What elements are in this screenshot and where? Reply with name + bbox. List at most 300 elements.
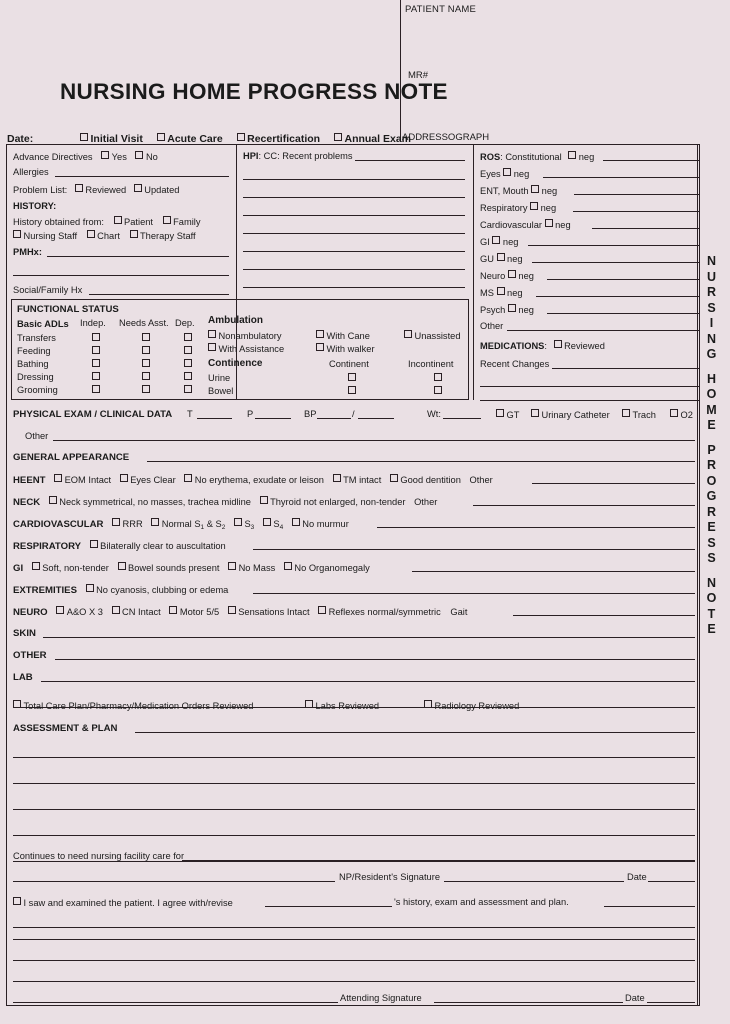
checkbox-icon[interactable] [404,330,412,338]
social-family-hx-input-line[interactable] [89,294,229,295]
hpi-input-line-7[interactable] [243,287,465,288]
checkbox-icon[interactable] [434,386,442,394]
assessment-line-3[interactable] [13,809,695,810]
problem-list-reviewed[interactable] [75,185,126,195]
checkbox-icon[interactable] [13,700,21,708]
ros-label: Eyes [480,169,501,179]
adl-checkbox-dressing-dep[interactable] [184,372,195,384]
heent-no-erythema[interactable] [184,475,324,485]
heent-eom-intact[interactable] [54,475,111,485]
ambulation-heading: Ambulation [208,315,263,326]
cardiovascular-s3[interactable]: $S_3$ [234,519,254,529]
checkbox-icon[interactable] [92,372,100,380]
neck-symmetrical[interactable] [49,497,251,507]
checkbox-icon[interactable] [263,518,271,526]
assessment-line-4[interactable] [13,835,695,836]
adl-checkbox-transfers-dep[interactable] [184,333,195,345]
neuro-cn-intact[interactable] [112,607,161,617]
ros-row-gi[interactable] [480,236,518,248]
letter: O [706,473,717,488]
ros-row-cardiovascular[interactable] [480,219,571,231]
ros-constitutional-line[interactable] [603,160,699,161]
neuro-ao-x3[interactable] [56,607,103,617]
checkbox-icon[interactable] [348,386,356,394]
other-exam-line[interactable] [55,659,695,660]
letter: M [706,402,717,417]
ros-row-other: Other [480,321,504,331]
device-trach[interactable] [622,409,656,421]
checkbox-icon[interactable] [503,168,511,176]
letter: R [706,285,717,299]
checkbox-icon[interactable] [184,359,192,367]
checkbox-icon[interactable] [75,184,83,192]
neg-label: neg [507,254,523,264]
adl-checkbox-dressing-needs-asst[interactable] [142,372,153,384]
history-source-chart[interactable] [87,231,120,241]
checkbox-icon[interactable] [316,330,324,338]
extremities-line[interactable] [253,593,695,594]
neck-row[interactable] [13,496,437,508]
checkbox-icon[interactable] [305,700,313,708]
np-date-line[interactable] [648,881,695,882]
checkbox-icon[interactable] [568,151,576,159]
heent-good-dentition[interactable] [390,475,461,485]
neck-thyroid[interactable] [260,497,406,507]
cardiovascular-s4[interactable]: $S_4$ [263,519,283,529]
checkbox-icon[interactable] [142,385,150,393]
footer-blank-line-3[interactable] [13,960,695,961]
checkbox-icon[interactable] [54,474,62,482]
recent-changes-line-2[interactable] [480,386,699,387]
adl-checkbox-feeding-needs-asst[interactable] [142,346,153,358]
checkbox-icon[interactable] [151,518,159,526]
checkbox-icon[interactable] [184,372,192,380]
hpi-prompt: : CC: Recent problems [258,151,353,161]
ambulation-unassisted[interactable] [404,330,461,342]
checkbox-icon[interactable] [142,372,150,380]
advance-directives-yes[interactable] [101,152,127,162]
adl-checkbox-grooming-indep[interactable] [92,385,103,397]
continence-row-bowel: Bowel [208,386,234,396]
gi-no-mass[interactable] [228,563,275,573]
attending-signature-line-right[interactable] [434,1002,623,1003]
neuro-sensations-intact[interactable] [228,607,310,617]
pmhx-input-line-2[interactable] [13,275,229,276]
neg-label: neg [541,186,558,196]
checkbox-icon[interactable] [348,373,356,381]
checkbox-icon[interactable] [334,133,342,141]
attestation-row[interactable] [13,897,233,909]
checkbox-icon[interactable] [92,333,100,341]
neuro-reflexes[interactable] [318,607,441,617]
adl-checkbox-bathing-needs-asst[interactable] [142,359,153,371]
option-label: Patient [124,217,153,227]
ros-line-ent-mouth[interactable] [574,194,699,195]
footer-blank-line-4[interactable] [13,981,695,982]
neg-label: neg [578,152,595,162]
checkbox-icon[interactable] [554,340,562,348]
checkbox-icon[interactable] [120,474,128,482]
checkbox-icon[interactable] [163,216,171,224]
hpi-input-line-3[interactable] [243,215,465,216]
adl-checkbox-feeding-indep[interactable] [92,346,103,358]
checkbox-icon[interactable] [118,562,126,570]
adl-checkbox-feeding-dep[interactable] [184,346,195,358]
neuro-gait-line[interactable] [513,615,695,616]
visit-type-label: Annual Exam [344,133,412,145]
heent-eyes-clear[interactable] [120,475,176,485]
continues-care-line[interactable] [182,860,695,861]
skin-label: SKIN [13,628,36,639]
ros-row-respiratory[interactable] [480,202,556,214]
checkbox-icon[interactable] [112,606,120,614]
ros-constitutional-neg[interactable] [568,152,594,162]
allergies-input-line[interactable] [55,176,229,177]
checkbox-icon[interactable] [284,562,292,570]
vital-wt-label: Wt: [427,409,441,419]
continence-column-incontinent: Incontinent [408,359,454,369]
device-o2[interactable] [670,409,693,421]
assessment-line-2[interactable] [13,783,695,784]
checkbox-icon[interactable] [496,409,504,417]
recent-changes-line-1[interactable] [552,368,699,369]
ros-row-psych[interactable] [480,304,534,316]
checkbox-icon[interactable] [184,333,192,341]
ros-line-eyes[interactable] [543,177,699,178]
attestation-name-line[interactable] [265,906,392,907]
ros-row-ms[interactable] [480,287,523,299]
neuro-row[interactable] [13,606,467,618]
checkbox-icon[interactable] [142,346,150,354]
physical-exam-other-line[interactable] [53,440,695,441]
pmhx-input-line-1[interactable] [47,256,229,257]
history-sources-row-2[interactable] [13,230,196,242]
checkbox-icon[interactable] [333,474,341,482]
ros-line-gu[interactable] [532,262,699,263]
letter: R [706,458,717,472]
ambulation-with-cane[interactable] [316,330,370,342]
general-appearance-label: GENERAL APPEARANCE [13,452,130,463]
history-source-patient[interactable] [114,217,153,227]
respiratory-bilaterally-clear[interactable] [90,541,226,551]
hpi-input-line-5[interactable] [243,251,465,252]
option-label: Urinary Catheter [541,410,610,420]
ros-row-eyes[interactable] [480,168,529,180]
hpi-label: HPI [243,151,259,161]
vital-p-label: P [247,409,254,419]
extremities-row[interactable] [13,584,228,596]
checkbox-icon[interactable] [492,236,500,244]
recent-changes-line-3[interactable] [480,400,699,401]
ros-constitutional-row[interactable] [480,151,594,163]
checkbox-icon[interactable] [531,185,539,193]
assessment-line-1[interactable] [13,757,695,758]
adl-row-label-dressing: Dressing [17,372,54,382]
vital-wt-line[interactable] [443,418,481,419]
ros-line-respiratory[interactable] [573,211,699,212]
checkbox-icon[interactable] [497,287,505,295]
checkbox-icon[interactable] [622,409,630,417]
physical-exam-other-label: Other [25,431,49,441]
vital-t-label: T [187,409,193,419]
review-radiology-reviewed[interactable] [424,700,519,712]
general-appearance-line[interactable] [147,461,695,462]
vital-bp-separator: / [352,409,355,419]
checkbox-icon[interactable] [434,373,442,381]
history-source-family[interactable] [163,217,201,227]
checkbox-icon[interactable] [260,496,268,504]
medications-row[interactable]: MEDICATIONS: Reviewed [480,341,605,351]
heent-row[interactable] [13,474,493,486]
review-labs-reviewed[interactable] [305,700,379,712]
neuro-label: NEURO [13,607,48,618]
checkbox-icon[interactable] [169,606,177,614]
checkbox-icon[interactable] [92,346,100,354]
review-total-care-plan[interactable] [13,700,253,712]
checkbox-icon[interactable] [130,230,138,238]
patient-name-label: PATIENT NAME [405,4,477,15]
advance-directives-row[interactable] [13,151,158,163]
hpi-input-line-2[interactable] [243,197,465,198]
hpi-input-line-4[interactable] [243,233,465,234]
ambulation-with-assistance[interactable] [208,343,284,355]
date-label: Date: [7,133,34,145]
checkbox-icon[interactable] [424,700,432,708]
advance-directives-no[interactable] [135,152,157,162]
letter: S [707,551,716,565]
checkbox-icon[interactable] [292,518,300,526]
np-signature-line-right[interactable] [444,881,624,882]
skin-line[interactable] [43,637,695,638]
checkbox-icon[interactable] [135,151,143,159]
ros-label: Cardiovascular [480,220,543,230]
assessment-line-0[interactable] [135,732,695,733]
letter: S [707,300,716,315]
option-label: Yes [111,152,127,162]
continence-checkbox-urine-incontinent[interactable] [434,373,445,385]
ros-line-cardiovascular[interactable] [592,228,699,229]
advance-directives-label: Advance Directives [13,152,93,162]
attestation-trailing-line[interactable] [604,906,695,907]
ros-label: ENT, Mouth [480,186,529,196]
attending-date-line[interactable] [647,1002,695,1003]
adl-checkbox-dressing-indep[interactable] [92,372,103,384]
letter: N [706,575,717,590]
history-source-therapy-staff[interactable] [130,231,196,241]
device-gt[interactable] [496,409,519,421]
ros-line-neuro[interactable] [547,279,699,280]
letter: N [706,254,717,268]
attestation-prefix: I saw and examined the patient. I agree with/revise [23,898,233,908]
form-body [6,144,700,1006]
checkbox-icon[interactable] [86,584,94,592]
continence-heading: Continence [208,358,263,369]
checkbox-icon[interactable] [32,562,40,570]
checkbox-icon[interactable] [670,409,678,417]
option-label: Family [173,217,201,227]
gi-soft-non-tender[interactable] [32,563,109,573]
checkbox-icon[interactable] [530,202,538,210]
checkbox-icon[interactable] [318,606,326,614]
ros-heading: ROS [480,152,501,162]
checkbox-icon[interactable] [13,230,21,238]
ros-label: Neuro [480,271,506,281]
ros-line-other[interactable] [507,330,699,331]
assessment-plan-heading: ASSESSMENT & PLAN [13,723,118,734]
gi-row[interactable] [13,562,370,574]
checkbox-icon[interactable] [92,359,100,367]
checkbox-icon[interactable] [208,343,216,351]
checkbox-icon[interactable] [228,606,236,614]
checkbox-icon[interactable] [508,304,516,312]
history-heading: HISTORY: [13,201,57,211]
hpi-input-line-1[interactable] [243,179,465,180]
ros-line-psych[interactable] [547,313,699,314]
ambulation-nonambulatory[interactable] [208,330,282,342]
ros-row-ent-mouth[interactable] [480,185,557,197]
footer-blank-line-2[interactable] [13,939,695,940]
checkbox-icon[interactable] [228,562,236,570]
pmhx-label: PMHx: [13,247,42,257]
history-source-nursing-staff[interactable] [13,231,77,241]
adl-checkbox-grooming-needs-asst[interactable] [142,385,153,397]
vital-bp-systolic-line[interactable] [317,418,351,419]
gi-bowel-sounds[interactable] [118,563,220,573]
letter: S [707,535,716,550]
checkbox-icon[interactable] [497,253,505,261]
checkbox-icon[interactable] [316,343,324,351]
problem-list-row[interactable] [13,184,179,196]
checkbox-icon[interactable] [101,151,109,159]
heent-label: HEENT [13,475,46,486]
option-label: Bowel sounds present [128,563,220,573]
respiratory-line[interactable] [253,549,695,550]
hpi-input-line-0[interactable] [355,160,465,161]
checkbox-icon[interactable] [90,540,98,548]
cardiovascular-line[interactable] [377,527,695,528]
checkbox-icon[interactable] [184,346,192,354]
ros-row-gu[interactable] [480,253,523,265]
option-label: Sensations Intact [238,607,310,617]
option-label: Unassisted [414,331,461,341]
option-label: Updated [144,185,180,195]
adl-column-needs-asst: Needs Asst. [119,318,169,328]
cardiovascular-normal-s1-s2[interactable]: Normal $S_1$ & $S_2$ [151,519,225,529]
ros-row-neuro[interactable] [480,270,534,282]
gi-line[interactable] [412,571,695,572]
checkbox-icon[interactable] [508,270,516,278]
ros-line-ms[interactable] [536,296,699,297]
checkbox-icon[interactable] [87,230,95,238]
adl-checkbox-bathing-indep[interactable] [92,359,103,371]
vital-p-line[interactable] [255,418,291,419]
vital-bp-diastolic-line[interactable] [358,418,394,419]
ros-line-gi[interactable] [528,245,699,246]
ambulation-with-walker[interactable] [316,343,375,355]
medications-heading: MEDICATIONS [480,341,545,351]
checkbox-icon[interactable] [80,133,88,141]
checkbox-icon[interactable] [142,333,150,341]
option-label: No Organomegaly [294,563,370,573]
respiratory-row[interactable] [13,540,226,552]
adl-checkbox-grooming-dep[interactable] [184,385,195,397]
hpi-row [243,151,353,162]
checkbox-icon[interactable] [49,496,57,504]
hpi-input-line-6[interactable] [243,269,465,270]
neck-other-line[interactable] [473,505,695,506]
vertical-title-strip [697,144,724,1006]
adl-column-indep: Indep. [80,318,106,328]
respiratory-label: RESPIRATORY [13,541,82,552]
letter: O [706,591,717,605]
neg-label: neg [518,271,534,281]
history-obtained-row[interactable] [13,216,200,228]
medications-reviewed[interactable] [554,341,605,351]
checkbox-icon[interactable] [390,474,398,482]
np-signature-line[interactable] [13,881,335,882]
adl-checkbox-transfers-indep[interactable] [92,333,103,345]
checkbox-icon[interactable] [531,409,539,417]
checkbox-icon[interactable] [56,606,64,614]
checkbox-icon[interactable] [157,133,165,141]
adl-checkbox-transfers-needs-asst[interactable] [142,333,153,345]
option-label: No Mass [238,563,276,573]
continence-checkbox-urine-continent[interactable] [348,373,359,385]
letter-gap [698,363,725,372]
problem-list-updated[interactable] [134,185,180,195]
vital-t-line[interactable] [197,418,232,419]
continence-checkbox-bowel-continent[interactable] [348,386,359,398]
column-divider-right [473,145,474,400]
checkbox-icon[interactable] [208,330,216,338]
neuro-gait-label: Gait [450,607,468,617]
gi-no-organomegaly[interactable] [284,563,370,573]
cardiovascular-no-murmur[interactable] [292,519,349,529]
adl-checkbox-bathing-dep[interactable] [184,359,195,371]
extremities-no-cyanosis[interactable] [86,585,229,595]
checkbox-icon[interactable] [92,385,100,393]
device-urinary-catheter[interactable] [531,409,610,421]
functional-status-heading: FUNCTIONAL STATUS [17,304,119,315]
checkbox-icon[interactable] [142,359,150,367]
checkbox-icon[interactable] [112,518,120,526]
heent-tm-intact[interactable] [333,475,382,485]
attending-signature-line-left[interactable] [13,1002,338,1003]
adl-row-label-transfers: Transfers [17,333,56,343]
adl-row-label-bathing: Bathing [17,359,49,369]
heent-other-label: Other [469,475,493,485]
checkbox-icon[interactable] [134,184,142,192]
heent-other-line[interactable] [532,483,695,484]
cardiovascular-rrr[interactable] [112,519,143,529]
neuro-motor-5-5[interactable] [169,607,219,617]
checkbox-icon[interactable] [234,518,242,526]
attending-date-label: Date [625,993,645,1003]
letter: G [706,347,717,361]
letter: N [706,331,717,346]
checkbox-icon[interactable] [237,133,245,141]
checkbox-icon[interactable] [184,385,192,393]
neg-label: neg [513,169,530,179]
checkbox-icon[interactable] [13,897,21,905]
checkbox-icon[interactable] [545,219,553,227]
footer-blank-line-1[interactable] [13,927,695,928]
continence-checkbox-bowel-incontinent[interactable] [434,386,445,398]
lab-line-1[interactable] [41,681,695,682]
checkbox-icon[interactable] [184,474,192,482]
cardiovascular-row[interactable] [13,518,349,533]
checkbox-icon[interactable] [114,216,122,224]
